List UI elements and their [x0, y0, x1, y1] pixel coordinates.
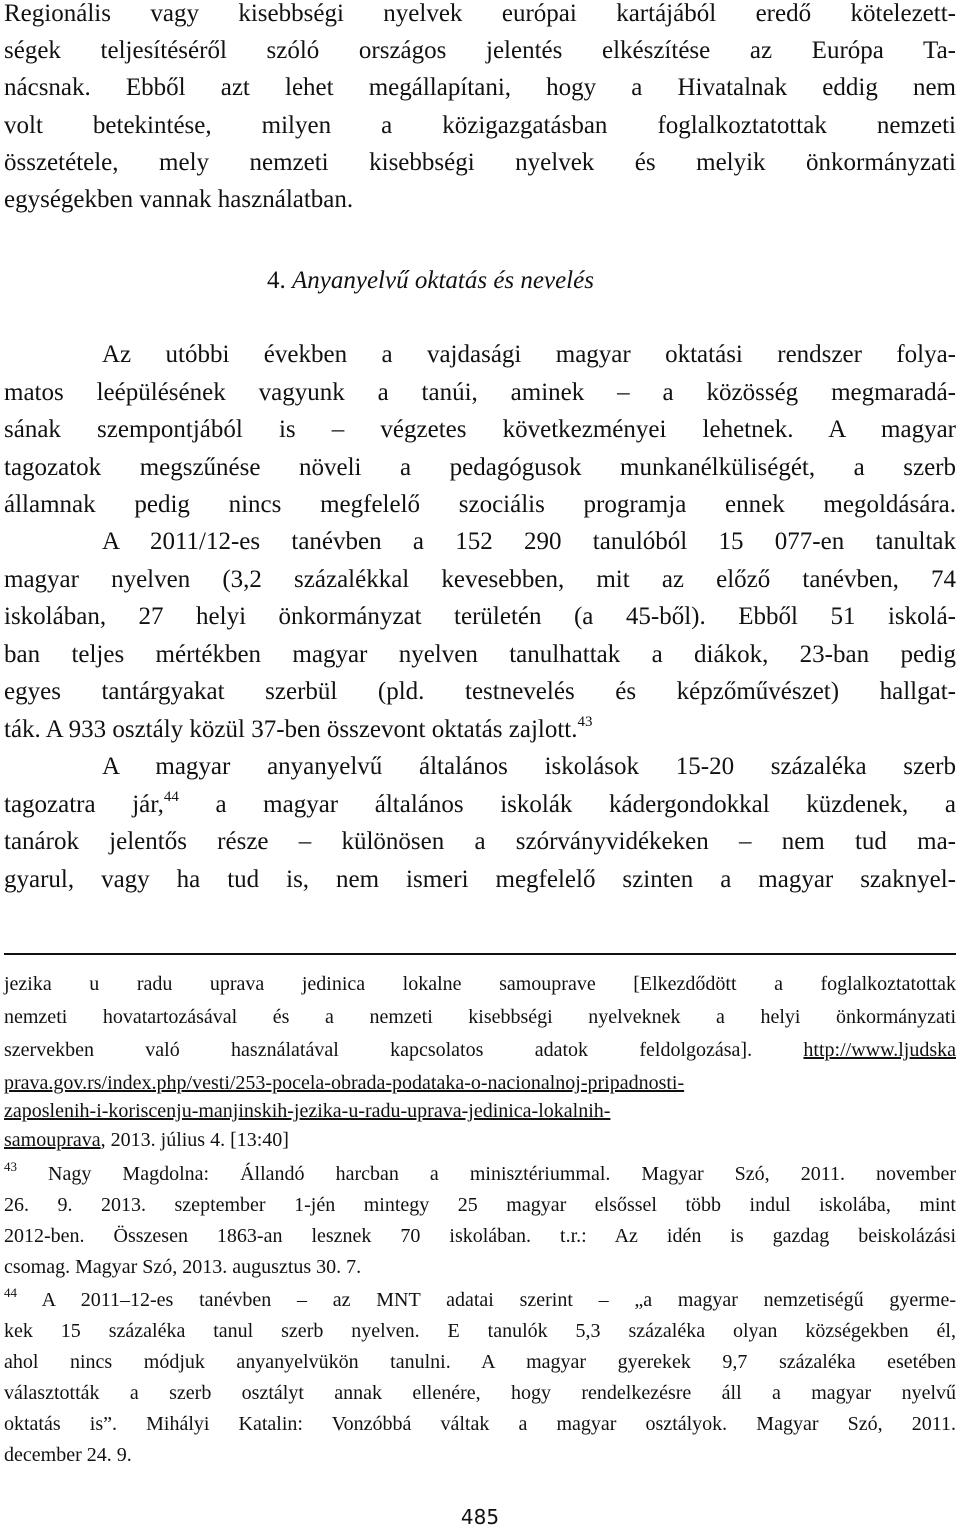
text-line: sának szempontjából is – végzetes következményei lehetnek. A magyar: [4, 416, 956, 443]
text-run: ták. A 933 osztály közül 37-ben összevont oktatás zajlott.: [4, 716, 578, 743]
text-line: egyes tantárgyakat szerbül (pld. testnevelés és képzőművészet) hallgat-: [4, 678, 956, 705]
text-line: gyarul, vagy ha tud is, nem ismeri megfelelő szinten a magyar szaknyel-: [4, 866, 956, 893]
source-link[interactable]: http://www.ljudska: [803, 1039, 956, 1061]
text-run: szervekben való használatával kapcsolatos adatok feldolgozása].: [4, 1039, 804, 1061]
footnote-line: kek 15 százaléka tanul szerb nyelven. E tanulók 5,3 százaléka olyan községekben él,: [4, 1320, 956, 1342]
text-line: iskolában, 27 helyi önkormányzat területén (a 45-ből). Ebből 51 iskolá-: [4, 603, 956, 630]
section-number: 4.: [267, 267, 286, 294]
source-link[interactable]: prava.gov.rs/index.php/vesti/253-pocela-obrada-podataka-o-nacionalnoj-pripadnosti-: [4, 1072, 685, 1094]
section-title: Anyanyelvű oktatás és nevelés: [292, 267, 594, 294]
footnote-line: [4, 1036, 956, 1064]
text-line: összetétele, mely nemzeti kisebbségi nyelvek és melyik önkormányzati: [4, 149, 956, 176]
text-line: volt betekintése, milyen a közigazgatásban foglalkoztatottak nemzeti: [4, 112, 956, 139]
footnote-line: [4, 1126, 956, 1154]
text-line: A magyar anyanyelvű általános iskolások 15-20 százaléka szerb: [102, 753, 956, 780]
text-line: [4, 712, 956, 748]
text-line: Az utóbbi években a vajdasági magyar oktatási rendszer folya-: [102, 341, 956, 368]
footnote-line: jezika u radu uprava jedinica lokalne samouprave [Elkezdődött a foglalkoztatottak: [4, 973, 956, 995]
text-line: nácsnak. Ebből azt lehet megállapítani, hogy a Hivatalnak eddig nem: [4, 74, 956, 101]
page-number: 485: [460, 1505, 500, 1529]
source-link[interactable]: zaposlenih-i-koriscenju-manjinskih-jezika-u-radu-uprava-jedinica-lokalnih-: [4, 1100, 611, 1122]
footnote-divider: [4, 953, 956, 955]
text-line: tanárok jelentős része – különösen a szórványvidékeken – nem tud ma-: [4, 828, 956, 855]
footnote-line: ahol nincs módjuk anyanyelvükön tanulni. A magyar gyerekek 9,7 százaléka esetében: [4, 1351, 956, 1373]
text-line: matos leépülésének vagyunk a tanúi, aminek – a közösség megmaradá-: [4, 379, 956, 406]
footnote-line: oktatás is”. Mihályi Katalin: Vonzóbbá váltak a magyar osztályok. Magyar Szó, 2011.: [4, 1413, 956, 1435]
text-line: Regionális vagy kisebbségi nyelvek európai kartájából eredő kötelezett-: [4, 0, 956, 27]
text-line: egységekben vannak használatban.: [4, 186, 354, 213]
footnote-line: csomag. Magyar Szó, 2013. augusztus 30. 7.: [4, 1256, 362, 1278]
section-heading: [267, 263, 594, 299]
text-line: ban teljes mértékben magyar nyelven tanulhattak a diákok, 23-ban pedig: [4, 641, 956, 668]
text-run: a magyar általános iskolák kádergondokkal küzdenek, a: [178, 791, 957, 818]
footnote-44: [4, 1286, 956, 1314]
footnote-43: [4, 1160, 956, 1188]
text-line: magyar nyelven (3,2 százalékkal kevesebben, mit az előző tanévben, 74: [4, 566, 956, 593]
text-run: A 2011–12-es tanévben – az MNT adatai szerint – „a magyar nemzetiségű gyerme-: [17, 1289, 956, 1311]
footnote-line: december 24. 9.: [4, 1444, 132, 1466]
footnote-ref-43[interactable]: 43: [577, 713, 593, 730]
text-run: Nagy Magdolna: Állandó harcban a minisztériummal. Magyar Szó, 2011. november: [17, 1163, 956, 1185]
text-line: [4, 787, 956, 823]
source-link[interactable]: samouprava: [4, 1129, 101, 1151]
footnote-number: 43: [4, 1159, 17, 1175]
text-run: , 2013. július 4. [13:40]: [100, 1129, 289, 1151]
text-line: tagozatok megszűnése növeli a pedagógusok munkanélküliségét, a szerb: [4, 454, 956, 481]
text-line: A 2011/12-es tanévben a 152 290 tanulóból 15 077-en tanultak: [102, 528, 956, 555]
text-run: tagozatra jár,: [4, 791, 164, 818]
footnote-line: 26. 9. 2013. szeptember 1-jén mintegy 25 magyar elsőssel több indul iskolába, mint: [4, 1194, 956, 1216]
footnote-ref-44[interactable]: 44: [163, 788, 179, 805]
footnote-line: választották a szerb osztályt annak ellenére, hogy rendelkezésre áll a magyar nyelvű: [4, 1382, 956, 1404]
text-line: államnak pedig nincs megfelelő szociális programja ennek megoldására.: [4, 491, 956, 518]
footnote-line: 2012-ben. Összesen 1863-an lesznek 70 iskolában. t.r.: Az idén is gazdag beiskolázási: [4, 1225, 956, 1247]
footnote-line: nemzeti hovatartozásával és a nemzeti kisebbségi nyelveknek a helyi önkormányzati: [4, 1006, 956, 1028]
footnote-number: 44: [4, 1285, 17, 1301]
text-line: ségek teljesítéséről szóló országos jelentés elkészítése az Európa Ta-: [4, 37, 956, 64]
